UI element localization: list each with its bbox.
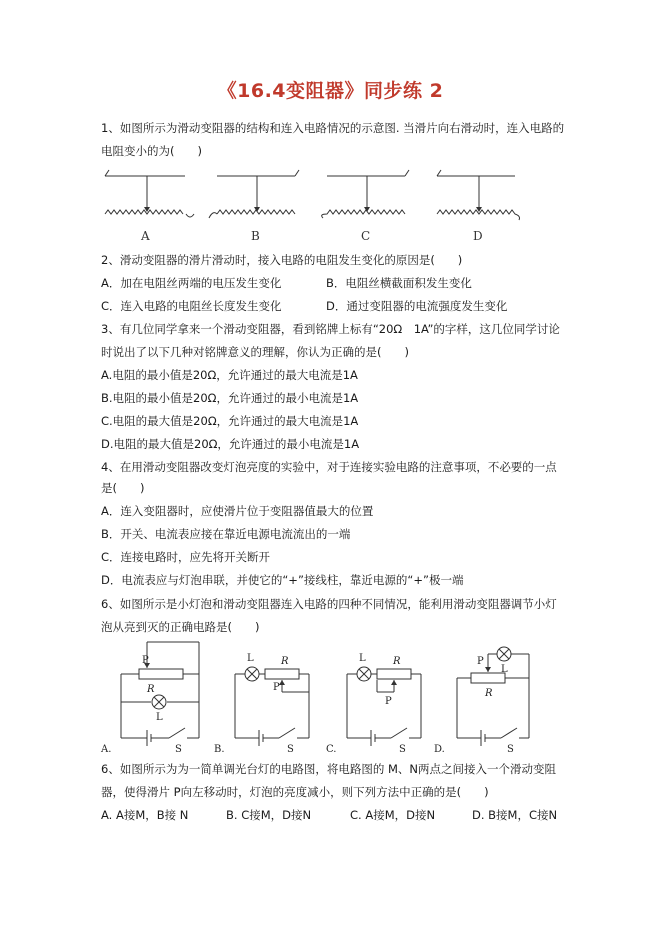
q3-option-c: C.电阻的最大值是20Ω，允许通过的最大电流是1A [101, 414, 359, 428]
q5-circuit-d [457, 647, 529, 746]
q5-d-symbol-r: R [485, 688, 493, 699]
q5-d-symbol-s: S [507, 744, 514, 755]
q1-label-c: C [361, 229, 371, 243]
q6-option-c: C. A接M，D接N [350, 808, 436, 822]
q3-option-a: A.电阻的最小值是20Ω，允许通过的最大电流是1A [101, 368, 358, 382]
q5-a-symbol-l: L [156, 712, 163, 723]
q5-circuit-c [347, 667, 421, 746]
q1-label-a: A [141, 229, 150, 243]
q1-figure-c [322, 170, 409, 243]
q5-c-symbol-l: L [359, 653, 366, 664]
q5-label-d: D. [434, 744, 445, 755]
q6-option-b: B. C接M，D接N [226, 808, 312, 822]
q5-circuit-b [235, 667, 309, 746]
q4-option-a: A．连入变阻器时，应使滑片位于变阻器值最大的位置 [101, 504, 374, 518]
q4-option-c: C．连接电路时，应先将开关断开 [101, 550, 271, 564]
q4-stem-line2: 是( ) [101, 481, 145, 495]
q1-label-b: B [251, 229, 260, 243]
q5-label-a: A. [101, 744, 112, 755]
q3-option-b: B.电阻的最小值是20Ω，允许通过的最小电流是1A [101, 391, 359, 405]
q2-stem: 2、滑动变阻器的滑片滑动时，接入电路的电阻发生变化的原因是( ) [101, 253, 463, 267]
q5-d-symbol-l: L [501, 664, 508, 675]
q1-figure-d [437, 170, 520, 243]
q5-a-symbol-p: P [142, 655, 149, 666]
q6-option-d: D. B接M，C接N [472, 808, 558, 822]
q4-option-b: B．开关、电流表应接在靠近电源电流流出的一端 [101, 527, 351, 541]
q1-figure-b [209, 170, 299, 243]
q5-circuit-figures [95, 634, 535, 756]
q5-label-c: C. [326, 744, 337, 755]
q1-label-d: D [473, 229, 483, 243]
q5-c-symbol-p: P [385, 696, 392, 707]
q4-option-d: D．电流表应与灯泡串联，并使它的“+”接线柱，靠近电源的“+”极一端 [101, 573, 464, 587]
q5-circuit-a [121, 642, 199, 746]
q3-option-d: D.电阻的最大值是20Ω，允许通过的最小电流是1A [101, 437, 360, 451]
q3-stem-line2: 时说出了以下几种对铭牌意义的理解，你认为正确的是( ) [101, 345, 409, 359]
q6-stem-line1: 6、如图所示为为一简单调光台灯的电路图，将电路图的 M、N两点之间接入一个滑动变阻 [101, 762, 556, 776]
q5-c-symbol-s: S [399, 744, 406, 755]
q3-stem-line1: 3、有几位同学拿来一个滑动变阻器，看到铭牌上标有“20Ω 1A”的字样，这几位同学讨论 [101, 322, 560, 336]
q5-b-symbol-r: R [281, 656, 289, 667]
q5-a-symbol-r: R [147, 684, 155, 695]
q5-c-symbol-r: R [393, 656, 401, 667]
q1-figure-a [105, 170, 194, 243]
q1-stem-line1: 1、如图所示为滑动变阻器的结构和连入电路情况的示意图. 当滑片向右滑动时，连入电路的 [101, 121, 565, 135]
q2-option-c: C．连入电路的电阻丝长度发生变化 [101, 299, 282, 313]
q5-d-symbol-p: P [477, 656, 484, 667]
q5-b-symbol-s: S [287, 744, 294, 755]
q5-b-symbol-l: L [247, 653, 254, 664]
q5-a-symbol-s: S [175, 744, 182, 755]
q2-option-a: A．加在电阻丝两端的电压发生变化 [101, 276, 282, 290]
q1-rheostat-figures [95, 162, 535, 246]
q6-stem-line2: 器，使得滑片 P向左移动时，灯泡的亮度减小，则下列方法中正确的是( ) [101, 785, 489, 799]
q5-b-symbol-p: P [273, 682, 280, 693]
q5-stem-line2: 泡从亮到灭的正确电路是( ) [101, 620, 260, 634]
q5-label-b: B. [214, 744, 225, 755]
q5-stem-line1: 6、如图所示是小灯泡和滑动变阻器连入电路的四种不同情况，能利用滑动变阻器调节小灯 [101, 597, 557, 611]
q4-stem-line1: 4、在用滑动变阻器改变灯泡亮度的实验中，对于连接实验电路的注意事项，不必要的一点 [101, 460, 557, 474]
q2-option-b: B．电阻丝横截面积发生变化 [326, 276, 472, 290]
q1-stem-line2: 电阻变小的为( ) [101, 144, 202, 158]
page-title: 《16.4变阻器》同步练 2 [217, 80, 444, 102]
q2-option-d: D．通过变阻器的电流强度发生变化 [326, 299, 508, 313]
q6-option-a: A. A接M，B接 N [101, 808, 189, 822]
